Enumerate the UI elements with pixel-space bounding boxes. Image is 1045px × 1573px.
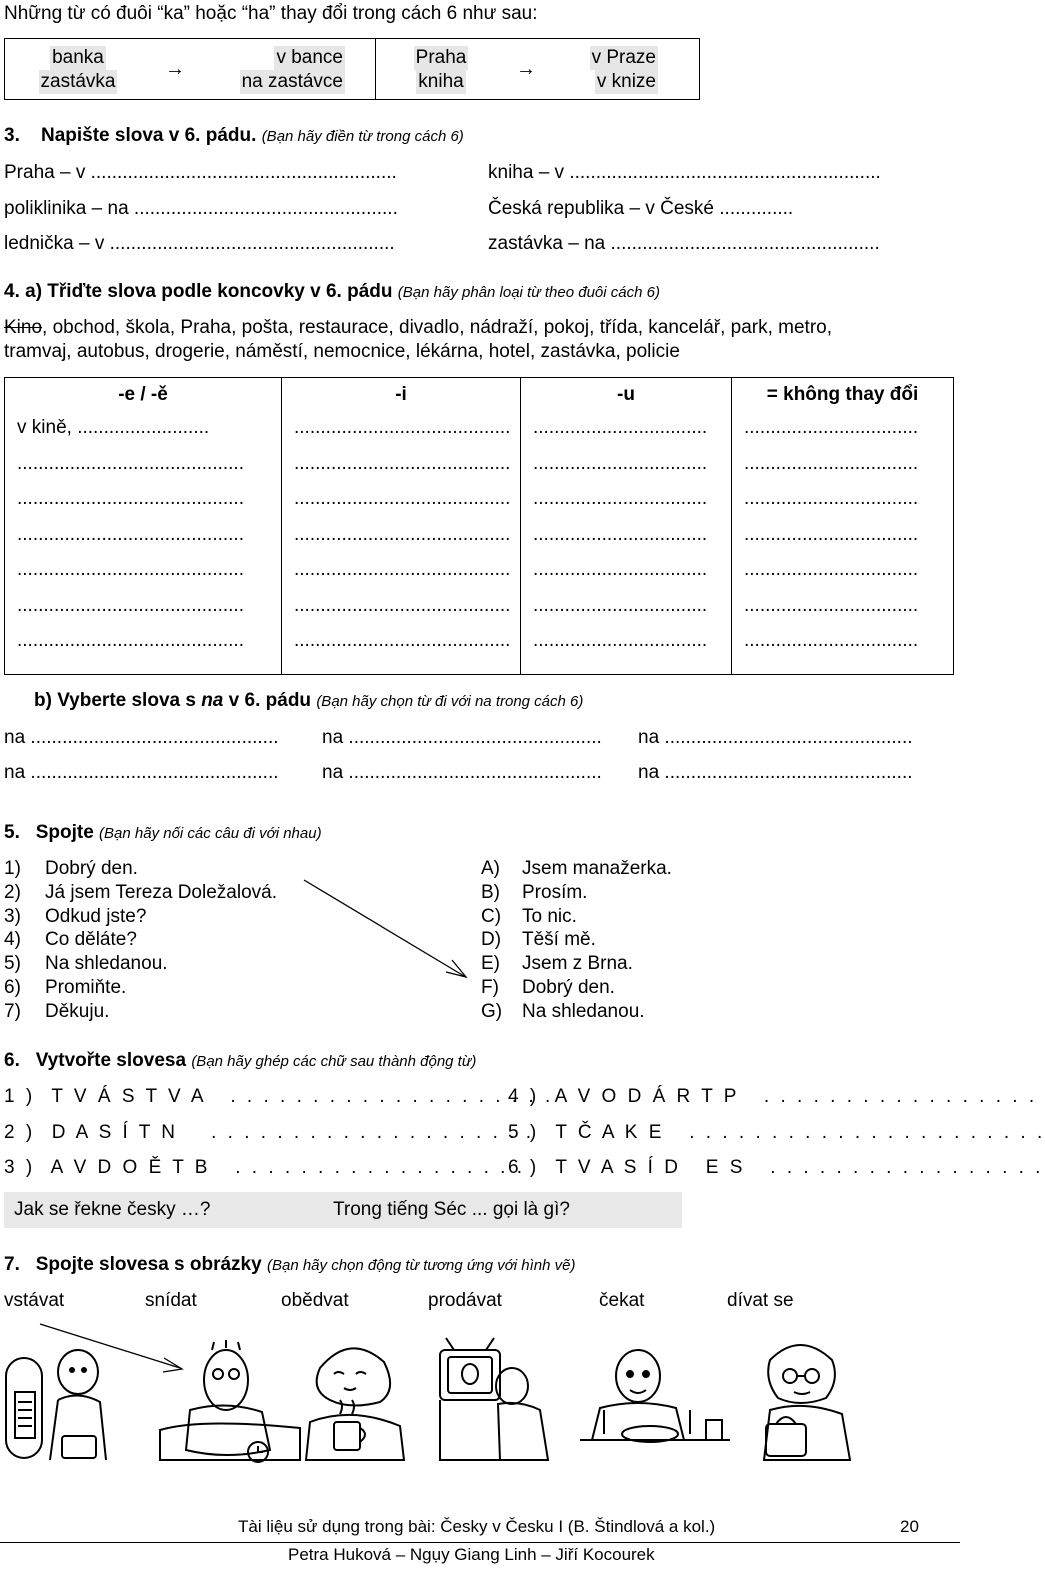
ex3-right-3: zastávka – na ................................................... [488, 233, 880, 254]
na-line: na ................................................ [322, 727, 602, 748]
lunch-man-picture [580, 1350, 730, 1442]
list-item: 5) Na shledanou. [4, 953, 168, 974]
cell-line: ................................. [744, 594, 919, 616]
shopping-woman-picture [764, 1345, 850, 1460]
cell-line: ................................. [744, 452, 919, 474]
verb-label: dívat se [727, 1290, 794, 1311]
cell-line: ................................. [533, 594, 708, 616]
cell-line: v kině, ......................... [17, 417, 210, 438]
footer-source: Tài liệu sử dụng trong bài: Česky v Česku I (B. Štindlová a kol.) [238, 1517, 716, 1536]
na-line: na ............................................... [638, 727, 913, 748]
cell-line: ................................. [533, 630, 708, 651]
scramble-item: 3 ) A V D O Ě T B . . . . . . . . . . . . . . . . . . [4, 1157, 526, 1178]
ex4-words-line1: Kino, obchod, škola, Praha, pošta, restaurace, divadlo, nádraží, pokoj, třída, kancelář, park, metro, [4, 317, 833, 338]
example-left-to: v bance na zastávce [241, 47, 343, 92]
cell-line: ................................. [533, 559, 708, 580]
na-line: na ............................................... [4, 727, 279, 748]
scramble-item: 2 ) D A S Í T N . . . . . . . . . . . . . . . . . . . . [4, 1122, 535, 1143]
ex3-left-2: poliklinika – na .................................................. [4, 198, 398, 219]
scramble-item: 4 ) A V O D Á R T P . . . . . . . . . . . . . . . . . [508, 1086, 1038, 1107]
cell-line: ................................. [744, 630, 919, 651]
cell-line: ................................. [533, 488, 708, 509]
page-number: 20 [900, 1517, 919, 1536]
na-line: na ................................................ [322, 762, 602, 783]
waiting-man-picture [6, 1350, 106, 1460]
cell-line: ......................................... [294, 417, 511, 438]
list-item: 4) Co děláte? [4, 929, 137, 950]
verb-label: vstávat [4, 1290, 65, 1311]
verb-label: čekat [599, 1290, 645, 1311]
cell-line: ......................................... [294, 523, 511, 545]
verb-label: obědvat [281, 1290, 349, 1311]
cell-line: ................................. [533, 417, 708, 438]
breakfast-woman-picture [306, 1348, 404, 1460]
footer-authors: Petra Huková – Ngụy Giang Linh – Jiří Kocourek [288, 1545, 655, 1564]
cell-line: ......................................... [294, 630, 511, 651]
ex3-left-1: Praha – v .......................................................... [4, 162, 397, 183]
scramble-item: 5 ) T Č A K E . . . . . . . . . . . . . . . . . . . . . . [508, 1122, 1045, 1143]
verb-label: snídat [145, 1290, 197, 1311]
cell-line: ................................. [744, 488, 919, 509]
ex3-left-3: lednička – v ...................................................... [4, 233, 395, 254]
list-item: D) Těší mě. [481, 929, 596, 950]
col-header: -e / -ě [118, 384, 168, 405]
phrase-right: Trong tiếng Séc ... gọi là gì? [333, 1199, 570, 1220]
cell-line: ........................................... [17, 594, 244, 616]
phrase-left: Jak se řekne česky …? [14, 1199, 211, 1220]
cell-line: ........................................... [17, 630, 244, 651]
list-item: E) Jsem z Brna. [481, 953, 633, 974]
ex3-right-1: kniha – v ........................................................... [488, 162, 881, 183]
ex4-heading: 4. a) Třiďte slova podle koncovky v 6. pádu (Bạn hãy phân loại từ theo đuôi cách 6) [4, 281, 660, 302]
verb-label: prodávat [428, 1290, 502, 1311]
list-item: G) Na shledanou. [481, 1001, 645, 1022]
list-item: 3) Odkud jste? [4, 906, 147, 927]
ex4-words-line2: tramvaj, autobus, drogerie, náměstí, nemocnice, lékárna, hotel, zastávka, policie [4, 341, 680, 362]
cell-line: ......................................... [294, 594, 511, 616]
list-item: A) Jsem manažerka. [481, 858, 672, 879]
tv-man-picture [440, 1338, 548, 1460]
cell-line: ......................................... [294, 559, 511, 580]
example-right-from: Praha kniha [415, 47, 467, 92]
arrow-icon: → [165, 58, 185, 80]
waking-man-picture [160, 1340, 300, 1462]
ex6-heading: 6. Vytvořte slovesa (Bạn hãy ghép các chữ sau thành động từ) [4, 1050, 477, 1071]
list-item: 1) Dobrý den. [4, 858, 138, 879]
cell-line: ................................. [744, 417, 919, 438]
list-item: 7) Děkuju. [4, 1001, 110, 1022]
ex3-right-2: Česká republika – v České .............. [488, 198, 794, 219]
cell-line: ......................................... [294, 488, 511, 509]
illustrations [0, 1310, 960, 1480]
col-header: -i [395, 384, 407, 405]
intro-text: Những từ có đuôi “ka” hoặc “ha” thay đổi trong cách 6 như sau: [4, 3, 538, 24]
list-item: 6) Promiňte. [4, 977, 127, 998]
struck-word: Kino [4, 317, 43, 338]
list-item: 2) Já jsem Tereza Doležalová. [4, 882, 277, 903]
cell-line: ................................. [744, 559, 919, 580]
example-right-to: v Praze v knize [591, 47, 656, 92]
na-line: na ............................................... [638, 762, 913, 783]
cell-line: ........................................... [17, 559, 244, 580]
list-item: F) Dobrý den. [481, 977, 615, 998]
col-header: = không thay đổi [766, 384, 919, 405]
ex4b-heading: b) Vyberte slova s na v 6. pádu (Bạn hãy chọn từ đi với na trong cách 6) [34, 690, 584, 711]
list-item: C) To nic. [481, 906, 577, 927]
cell-line: ................................. [533, 452, 708, 474]
list-item: B) Prosím. [481, 882, 588, 903]
scramble-item: 1 ) T V Á S T V A . . . . . . . . . . . . . . . . . . . . [4, 1086, 554, 1107]
ex5-heading: 5. Spojte (Bạn hãy nối các câu đi với nhau) [4, 822, 322, 843]
example-arrow [40, 1324, 182, 1372]
col-header: -u [617, 384, 635, 405]
ex3-heading: 3. Napište slova v 6. pádu. (Bạn hãy điền từ trong cách 6) [4, 125, 464, 146]
cell-line: ........................................... [17, 452, 244, 474]
arrow-icon: → [516, 58, 536, 80]
cell-line: ........................................... [17, 523, 244, 545]
cell-line: ......................................... [294, 452, 511, 474]
cell-line: ................................. [744, 523, 919, 545]
footer-divider [0, 1542, 960, 1543]
scramble-item: 6 ) T V A S Í D E S . . . . . . . . . . . . . . . . . [508, 1157, 1044, 1178]
example-left-from: banka zastávka [40, 47, 116, 92]
cell-line: ........................................... [17, 488, 244, 509]
cell-line: ................................. [533, 523, 708, 545]
ex7-heading: 7. Spojte slovesa s obrázky (Bạn hãy chọn động từ tương ứng với hình vẽ) [4, 1254, 576, 1275]
na-line: na ............................................... [4, 762, 279, 783]
